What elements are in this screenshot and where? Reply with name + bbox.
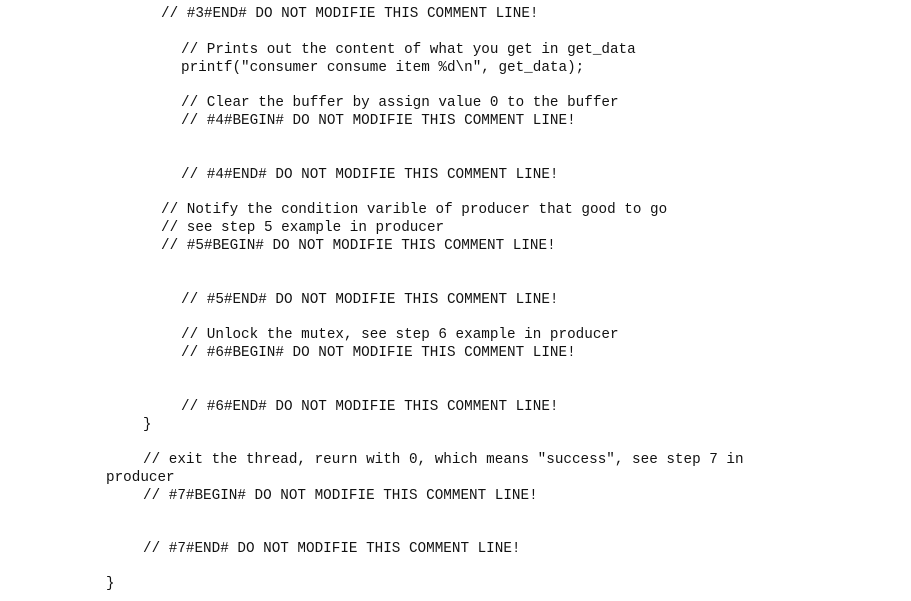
code-line: // Prints out the content of what you get in get_data	[181, 42, 636, 58]
code-line: // #6#BEGIN# DO NOT MODIFIE THIS COMMENT LINE!	[181, 345, 576, 361]
code-line: // Clear the buffer by assign value 0 to the buffer	[181, 95, 619, 111]
code-line: // #5#BEGIN# DO NOT MODIFIE THIS COMMENT LINE!	[161, 238, 556, 254]
code-line: // #6#END# DO NOT MODIFIE THIS COMMENT LINE!	[181, 399, 559, 415]
code-line: // #7#BEGIN# DO NOT MODIFIE THIS COMMENT LINE!	[143, 488, 538, 504]
code-line: // Unlock the mutex, see step 6 example in producer	[181, 327, 619, 343]
code-line: // #5#END# DO NOT MODIFIE THIS COMMENT LINE!	[181, 292, 559, 308]
closing-brace: }	[106, 576, 115, 592]
code-line: // #4#END# DO NOT MODIFIE THIS COMMENT LINE!	[181, 167, 559, 183]
code-line: // Notify the condition varible of producer that good to go	[161, 202, 668, 218]
code-line: // see step 5 example in producer	[161, 220, 445, 236]
code-line: // #4#BEGIN# DO NOT MODIFIE THIS COMMENT LINE!	[181, 113, 576, 129]
code-line: // #7#END# DO NOT MODIFIE THIS COMMENT LINE!	[143, 541, 521, 557]
code-line: // #3#END# DO NOT MODIFIE THIS COMMENT LINE!	[161, 6, 539, 22]
closing-brace: }	[143, 417, 152, 433]
code-line: printf("consumer consume item %d\n", get_data);	[181, 60, 585, 76]
code-line: // exit the thread, reurn with 0, which means "success", see step 7 in	[143, 452, 744, 468]
code-line-wrapped: producer	[106, 470, 175, 486]
